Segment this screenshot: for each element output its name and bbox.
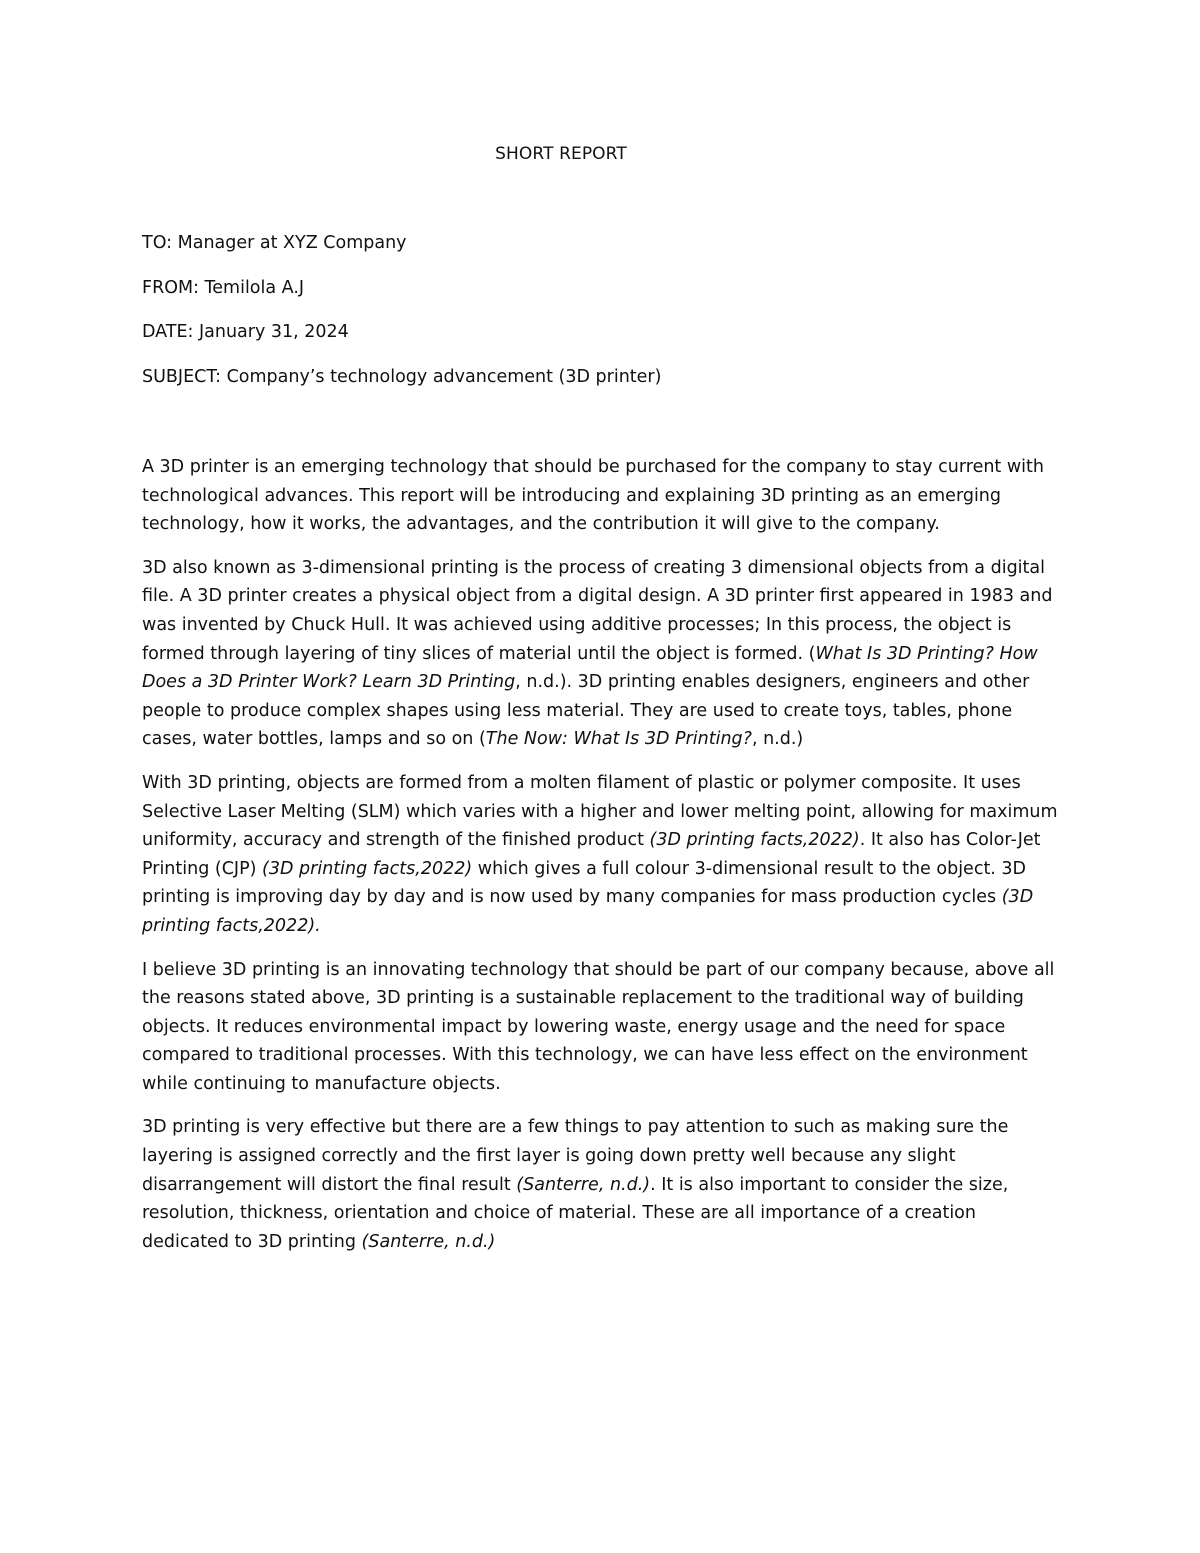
paragraph-line: [142, 611, 1057, 640]
memo-to: TO: Manager at XYZ Company: [142, 233, 407, 253]
paragraph-line: [142, 725, 1057, 754]
text-run: Selective Laser Melting (SLM) which varies with a higher and lower melting point, allowing for maximum: [142, 801, 1058, 822]
text-run: uniformity, accuracy and strength of the finished product: [142, 830, 650, 851]
paragraph-line: [142, 769, 1057, 798]
text-run: objects. It reduces environmental impact by lowering waste, energy usage and the need for space: [142, 1016, 1006, 1037]
citation-text: Does a 3D Printer Work? Learn 3D Printing: [142, 672, 516, 693]
paragraph-line: [142, 582, 1057, 611]
text-run: the reasons stated above, 3D printing is a sustainable replacement to the traditional way of building: [142, 988, 1024, 1009]
paragraph-line: [142, 1228, 1057, 1257]
citation-text: (3D printing facts,2022): [262, 858, 473, 879]
citation-text: (3D printing facts,2022): [649, 830, 860, 851]
memo-date: DATE: January 31, 2024: [142, 322, 349, 343]
citation-text: (Santerre, n.d.): [516, 1174, 651, 1195]
text-run: technology, how it works, the advantages, and the contribution it will give to the company.: [142, 514, 940, 535]
text-run: disarrangement will distort the final result: [142, 1174, 517, 1195]
paragraph-line: [142, 1070, 1057, 1099]
citation-text: The Now: What Is 3D Printing?: [485, 729, 752, 750]
text-run: , n.d.). 3D printing enables designers, engineers and other: [515, 672, 1030, 693]
text-run: people to produce complex shapes using less material. They are used to create toys, tables, phone: [142, 700, 1013, 721]
text-run: Printing (CJP): [142, 858, 263, 879]
text-run: was invented by Chuck Hull. It was achieved using additive processes; In this process, the object is: [142, 614, 1012, 635]
citation-text: printing facts,2022).: [142, 915, 321, 936]
text-run: A 3D printer is an emerging technology that should be purchased for the company to stay current with: [142, 457, 1044, 477]
text-run: . It is also important to consider the size,: [650, 1174, 1009, 1195]
text-run: while continuing to manufacture objects.: [142, 1073, 501, 1094]
paragraph-line: [142, 554, 1057, 583]
paragraph-line: [142, 668, 1057, 697]
citation-text: What Is 3D Printing? How: [815, 643, 1038, 664]
paragraph-line: [142, 1199, 1057, 1228]
body-paragraph: [142, 1113, 1057, 1256]
paragraph-line: [142, 912, 1057, 941]
paragraph-line: [142, 798, 1057, 827]
paragraph-line: [142, 984, 1057, 1013]
paragraph-line: [142, 1013, 1057, 1042]
body-paragraph: [142, 769, 1057, 941]
citation-text: (Santerre, n.d.): [361, 1231, 496, 1252]
paragraph-line: [142, 855, 1057, 884]
text-run: cases, water bottles, lamps and so on (: [142, 729, 486, 750]
memo-subject: SUBJECT: Company’s technology advancement (3D printer): [142, 366, 662, 387]
text-run: printing is improving day by day and is now used by many companies for mass production cycles: [142, 887, 1002, 908]
paragraph-line: [142, 640, 1057, 669]
memo-header: [142, 230, 661, 408]
text-run: compared to traditional processes. With this technology, we can have less effect on the environment: [142, 1045, 1028, 1066]
text-run: 3D also known as 3-dimensional printing is the process of creating 3 dimensional objects from a digital: [142, 557, 1045, 578]
text-run: file. A 3D printer creates a physical object from a digital design. A 3D printer first appeared in 1983 and: [142, 586, 1053, 607]
text-run: which gives a full colour 3-dimensional result to the object. 3D: [472, 858, 1027, 879]
text-run: dedicated to 3D printing: [142, 1231, 362, 1252]
citation-text: (3D: [1001, 887, 1034, 908]
paragraph-line: [142, 1041, 1057, 1070]
text-run: . It also has Color-Jet: [859, 830, 1041, 851]
paragraph-line: [142, 1171, 1057, 1200]
paragraph-line: [142, 826, 1057, 855]
memo-from: FROM: Temilola A.J: [142, 277, 305, 298]
body-paragraph: [142, 554, 1057, 754]
paragraph-line: [142, 1113, 1057, 1142]
paragraph-line: [142, 883, 1057, 912]
paragraph-line: [142, 956, 1057, 985]
paragraph-line: [142, 482, 1057, 511]
text-run: resolution, thickness, orientation and choice of material. These are all importance of a creation: [142, 1203, 976, 1224]
text-run: I believe 3D printing is an innovating technology that should be part of our company because, above all: [142, 959, 1055, 980]
body-paragraph: [142, 453, 1057, 539]
paragraph-line: [142, 453, 1057, 482]
text-run: layering is assigned correctly and the first layer is going down pretty well because any slight: [142, 1146, 956, 1167]
text-run: With 3D printing, objects are formed from a molten filament of plastic or polymer composite. It uses: [142, 772, 1021, 793]
text-run: 3D printing is very effective but there are a few things to pay attention to such as making sure the: [142, 1117, 1009, 1138]
paragraph-line: [142, 697, 1057, 726]
text-run: technological advances. This report will be introducing and explaining 3D printing as an emerging: [142, 485, 1002, 506]
paragraph-line: [142, 510, 1057, 539]
paragraph-line: [142, 1142, 1057, 1171]
report-title: SHORT REPORT: [495, 144, 627, 164]
body-paragraph: [142, 956, 1057, 1099]
text-run: formed through layering of tiny slices of material until the object is formed. (: [142, 643, 816, 664]
report-body: [142, 453, 1057, 1271]
text-run: , n.d.): [751, 729, 804, 750]
